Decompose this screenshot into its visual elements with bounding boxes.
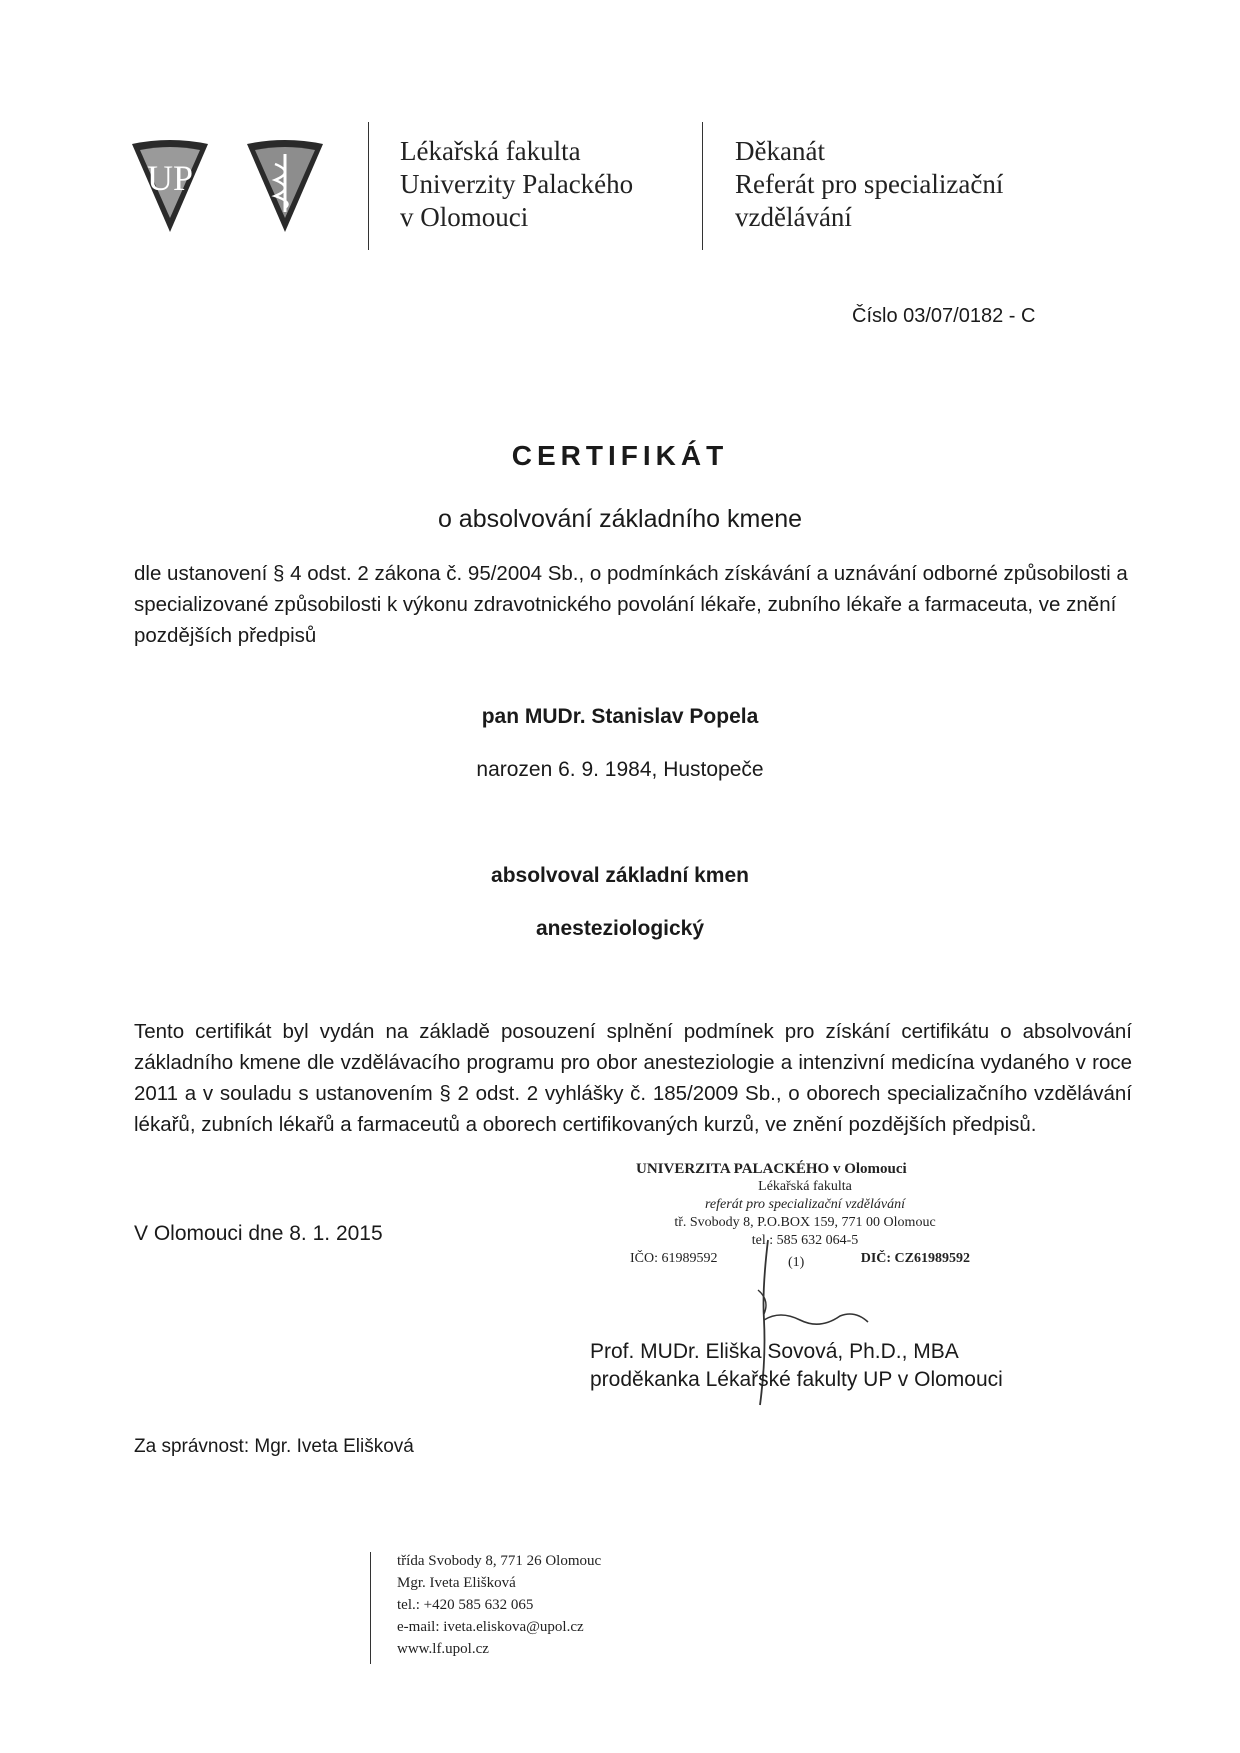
header-divider-right	[702, 122, 703, 250]
footer-line-5: www.lf.upol.cz	[397, 1641, 489, 1657]
recipient-name: pan MUDr. Stanislav Popela	[481, 705, 759, 728]
stamp-line-2: Lékařská fakulta	[758, 1179, 852, 1194]
caduceus-logo-icon	[245, 138, 325, 234]
footer-divider	[370, 1552, 371, 1664]
footer-line-3: tel.: +420 585 632 065	[397, 1597, 534, 1613]
office-line-3: vzdělávání	[735, 202, 852, 232]
faculty-line-1: Lékařská fakulta	[400, 136, 581, 166]
faculty-name	[400, 135, 633, 234]
office-line-2: Referát pro specializační	[735, 169, 1004, 199]
certificate-subtitle: o absolvování základního kmene	[437, 505, 803, 533]
document-number: Číslo 03/07/0182 - C	[852, 305, 1036, 327]
certificate-title: CERTIFIKÁT	[511, 440, 729, 471]
faculty-line-3: v Olomouci	[400, 202, 529, 232]
stamp-dic: DIČ: CZ61989592	[860, 1251, 970, 1266]
achievement-line-1: absolvoval základní kmen	[491, 864, 749, 887]
office-line-1: Děkanát	[735, 136, 825, 166]
stamp-line-3: referát pro specializační vzdělávání	[705, 1197, 905, 1212]
footer-address	[397, 1550, 601, 1660]
up-logo-icon	[130, 138, 210, 234]
office-name	[735, 135, 1003, 234]
signatory-title: proděkanka Lékařské fakulty UP v Olomouci	[590, 1368, 1003, 1391]
recipient-birth: narozen 6. 9. 1984, Hustopeče	[476, 758, 764, 781]
stamp-number: (1)	[788, 1255, 805, 1270]
place-date: V Olomouci dne 8. 1. 2015	[134, 1222, 383, 1245]
legal-basis: dle ustanovení § 4 odst. 2 zákona č. 95/2004 Sb., o podmínkách získávání a uznávání odborné způsobilosti a specializované způsobilosti k výkonu zdravotnického povolání lékaře, zubního lékaře a farmaceuta, ve znění pozdějších předpisů	[134, 562, 1128, 647]
verified-by: Za správnost: Mgr. Iveta Elišková	[134, 1436, 414, 1457]
stamp-ico: IČO: 61989592	[630, 1251, 718, 1266]
footer-line-4: e-mail: iveta.eliskova@upol.cz	[397, 1619, 584, 1635]
footer-line-2: Mgr. Iveta Elišková	[397, 1575, 516, 1591]
stamp-line-1: UNIVERZITA PALACKÉHO v Olomouci	[636, 1161, 907, 1177]
achievement-line-2: anesteziologický	[535, 917, 705, 940]
header-divider-left	[368, 122, 369, 250]
signatory-name: Prof. MUDr. Eliška Sovová, Ph.D., MBA	[590, 1340, 959, 1363]
stamp-line-4: tř. Svobody 8, P.O.BOX 159, 771 00 Olomouc	[674, 1215, 936, 1230]
svg-text:UP: UP	[146, 158, 194, 198]
faculty-line-2: Univerzity Palackého	[400, 169, 634, 199]
signatory-block	[590, 1338, 1003, 1394]
footer-line-1: třída Svobody 8, 771 26 Olomouc	[397, 1553, 602, 1569]
statement: Tento certifikát byl vydán na základě posouzení splnění podmínek pro získání certifikátu o absolvování základního kmene dle vzdělávacího programu pro obor anesteziologie a intenzivní medicína vydaného v roce 2011 a v souladu s ustanovením § 2 odst. 2 vyhlášky č. 185/2009 Sb., o oborech specializačního vzdělávání lékařů, zubních lékařů a farmaceutů a oborech certifikovaných kurzů, ve znění pozdějších předpisů.	[134, 1020, 1132, 1136]
stamp-line-5: tel.: 585 632 064-5	[751, 1233, 859, 1248]
